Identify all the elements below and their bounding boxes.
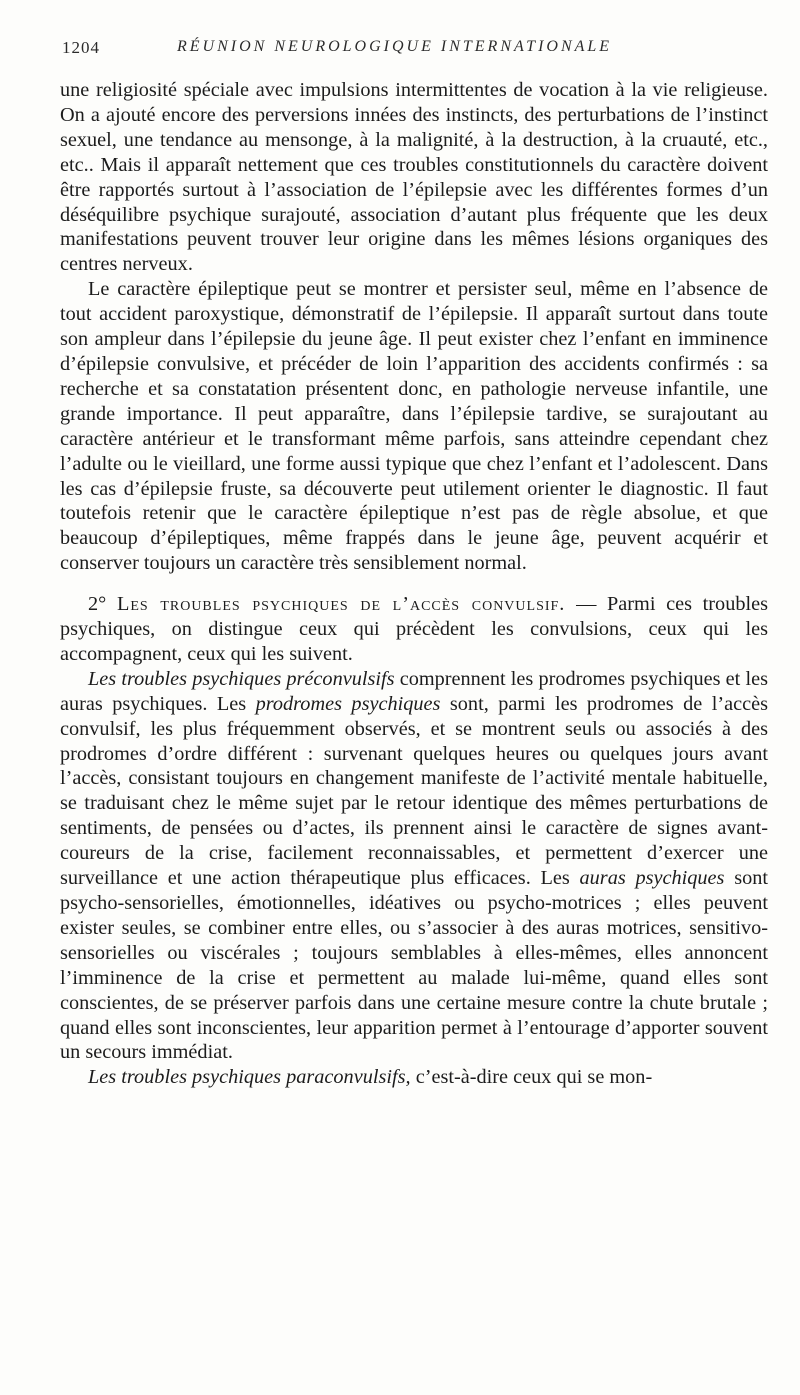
- running-title: RÉUNION NEUROLOGIQUE INTERNATIONALE: [177, 38, 613, 55]
- paragraph-section-2: [60, 592, 768, 667]
- paragraph-epileptic-character: Le caractère épileptique peut se montrer et persister seul, même en l’absence de tout accident paroxystique, démonstratif de l’épilepsie. Il apparaît surtout dans toute son ampleur dans l’épilepsie du jeune âge. Il peut exister chez l’enfant en imminence d’épilepsie convulsive, et précéder de loin l’apparition des accidents confirmés : sa recherche et sa constatation présentent donc, en pathologie nerveuse infantile, une grande importance. Il peut apparaître, dans l’épilepsie tardive, se surajoutant au caractère antérieur et le transformant même parfois, sans atteindre cependant chez l’adulte ou le vieillard, une forme aussi typique que chez l’enfant et l’adolescent. Dans les cas d’épilepsie fruste, sa découverte peut utilement orienter le diagnostic. Il faut toutefois retenir que le caractère épileptique n’est pas de règle absolue, et que beaucoup d’épileptiques, même frappés dans le jeune âge, peuvent acquérir et conserver toujours un caractère très sensiblement normal.: [60, 278, 768, 575]
- term-paraconvulsive: Les troubles psychiques paraconvulsifs,: [88, 1066, 411, 1089]
- paragraph-continuation: une religiosité spéciale avec impulsions intermittentes de vocation à la vie religieuse. On a ajouté encore des perversions innées des instincts, des perturbations de l’instinct sexuel, une tendance au mensonge, à la malignité, à la destruction, à la cruauté, etc., etc.. Mais il apparaît nettement que ces troubles constitutionnels du caractère doivent être rapportés surtout à l’association de l’épilepsie avec les différentes formes d’un déséquilibre psychique surajouté, association d’autant plus fréquente que les deux manifestations peuvent trouver leur origine dans les mêmes lésions organiques des centres nerveux.: [60, 79, 768, 276]
- term-prodromes: prodromes psychiques: [255, 692, 441, 715]
- paragraph-paraconvulsive: [60, 1065, 768, 1090]
- text-segment: comprennent les prodromes psychiques et les auras psychiques. Les: [60, 667, 768, 715]
- body-text: [60, 78, 768, 1090]
- section-intro-text: — Parmi ces troubles psychiques, on distingue ceux qui précèdent les convulsions, ceux qui les accompagnent, ceux qui les suivent.: [60, 593, 769, 665]
- page-number: 1204: [62, 38, 100, 57]
- text-segment: sont psycho-sensorielles, émotionnelles, idéatives ou psycho-motrices ; elles peuvent exister seules, se combiner entre elles, ou s’associer à des auras motrices, sensitivo-sensorielles ou viscérales ; toujours semblables à elles-mêmes, elles annoncent l’imminence de la crise et permettent au malade lui-même, quand elles sont conscientes, de se préserver parfois dans une certaine mesure contre la chute brutale ; quand elles sont inconscientes, leur apparition permet à l’entourage d’apporter souvent un secours immédiat.: [60, 867, 768, 1064]
- term-preconvulsive: Les troubles psychiques préconvulsifs: [88, 667, 395, 690]
- text-segment: c’est-à-dire ceux qui se mon-: [415, 1066, 653, 1089]
- paragraph-preconvulsive: [60, 667, 768, 1066]
- running-head: [62, 38, 762, 64]
- section-number: 2°: [88, 593, 107, 616]
- term-auras: auras psychiques: [579, 867, 725, 890]
- text-segment: sont, parmi les prodromes de l’accès convulsif, les plus fréquemment observés, et se montrent seuls ou associés à des prodromes d’ordre différent : survenant quelques heures ou quelques jours avant l’accès, consistant toujours en changement manifeste de l’activité mentale habituelle, se traduisant chez le même sujet par le retour identique des mêmes perturbations de sentiments, de pensées ou d’actes, ils prennent ainsi le caractère de signes avant-coureurs de la crise, facilement reconnaissables, et permettent d’exercer une surveillance et une action thérapeutique plus efficaces. Les: [60, 692, 768, 890]
- section-heading: Les troubles psychiques de l’accès convulsif.: [116, 593, 566, 616]
